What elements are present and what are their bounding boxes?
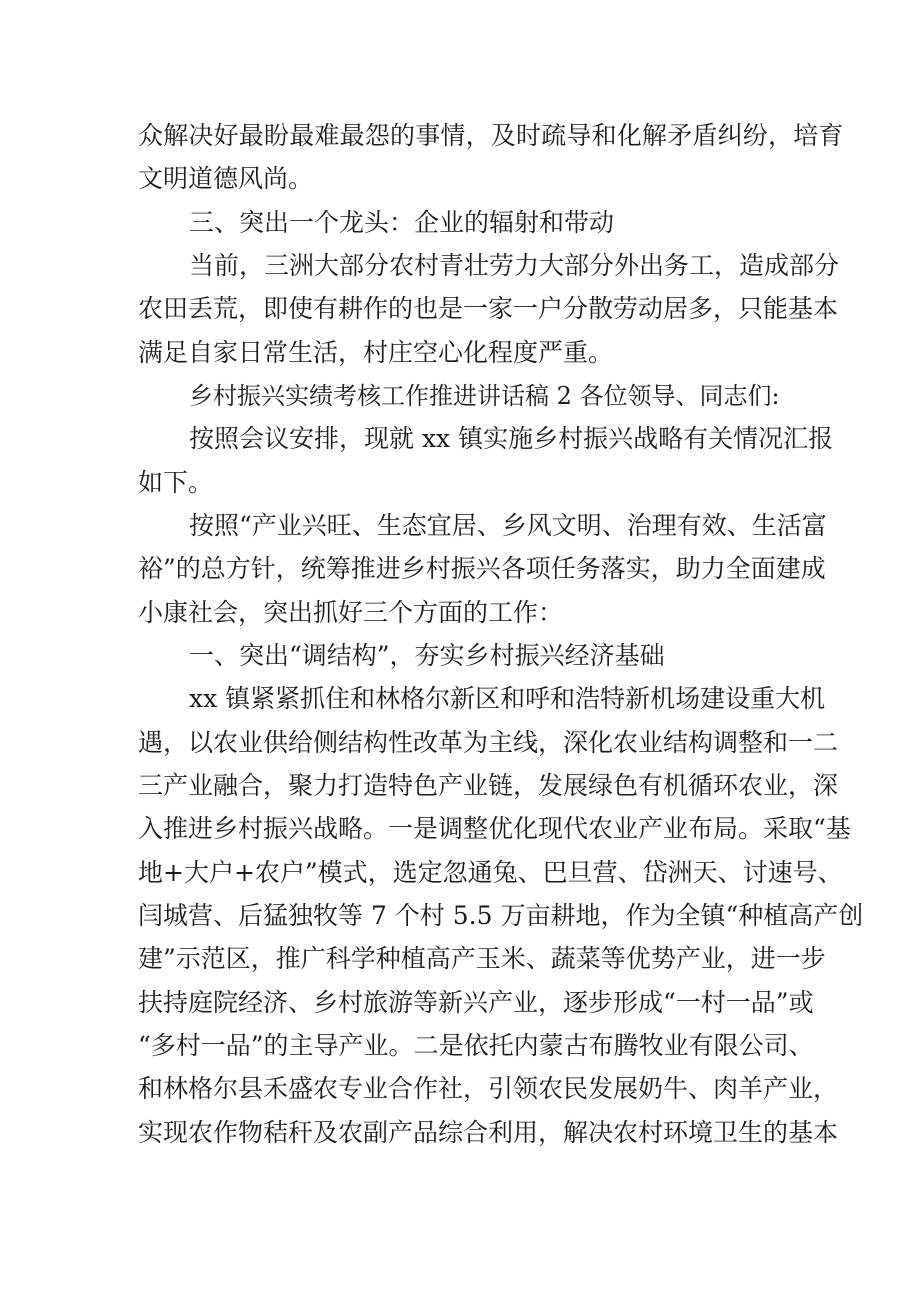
- text-line: 当前，三洲大部分农村青壮劳力大部分外出务工，造成部分: [189, 251, 840, 280]
- text-line: 农田丢荒，即使有耕作的也是一家一户分散劳动居多，只能基本: [138, 294, 839, 323]
- text-line: “多村一品”的主导产业。二是依托内蒙古布腾牧业有限公司、: [138, 1031, 814, 1060]
- text-line: 地+大户+农户”模式，选定忽通兔、巴旦营、岱洲天、讨速号、: [138, 858, 843, 887]
- text-line: 众解决好最盼最难最怨的事情，及时疏导和化解矛盾纠纷，培育: [138, 121, 844, 150]
- text-line: 裕”的总方针，统筹推进乡村振兴各项任务落实，助力全面建成: [138, 554, 826, 583]
- text-line: 和林格尔县禾盛农专业合作社，引领农民发展奶牛、肉羊产业，: [138, 1074, 839, 1103]
- text-line: 小康社会，突出抓好三个方面的工作：: [138, 598, 564, 627]
- text-line: 扶持庭院经济、乡村旅游等新兴产业，逐步形成“一村一品”或: [138, 988, 814, 1017]
- text-line: 文明道德风尚。: [138, 164, 314, 193]
- text-line: 按照会议安排，现就 xx 镇实施乡村振兴战略有关情况汇报: [189, 424, 834, 453]
- text-line: xx 镇紧紧抓住和林格尔新区和呼和浩特新机场建设重大机: [189, 684, 826, 713]
- text-line: 遇，以农业供给侧结构性改革为主线，深化农业结构调整和一二: [138, 728, 839, 757]
- text-line: 按照“产业兴旺、生态宜居、乡风文明、治理有效、生活富: [189, 511, 827, 540]
- text-line: 如下。: [138, 468, 214, 497]
- section-heading: 三、突出一个龙头：企业的辐射和带动: [189, 208, 615, 237]
- text-line: 建”示范区，推广科学种植高产玉米、蔬菜等优势产业，进一步: [138, 944, 826, 973]
- text-line: 闫城营、后猛独牧等 7 个村 5.5 万亩耕地，作为全镇“种植高产创: [138, 901, 864, 930]
- text-line: 满足自家日常生活，村庄空心化程度严重。: [138, 338, 614, 367]
- text-line: 实现农作物秸秆及农副产品综合利用，解决农村环境卫生的基本: [138, 1118, 839, 1147]
- text-line: 入推进乡村振兴战略。一是调整优化现代农业产业布局。采取“基: [138, 814, 851, 843]
- section-heading: 一、突出“调结构”，夯实乡村振兴经济基础: [189, 641, 665, 670]
- text-line: 三产业融合，聚力打造特色产业链，发展绿色有机循环农业，深: [138, 771, 839, 800]
- speech-title-line: 乡村振兴实绩考核工作推进讲话稿 2 各位领导、同志们:: [189, 382, 780, 410]
